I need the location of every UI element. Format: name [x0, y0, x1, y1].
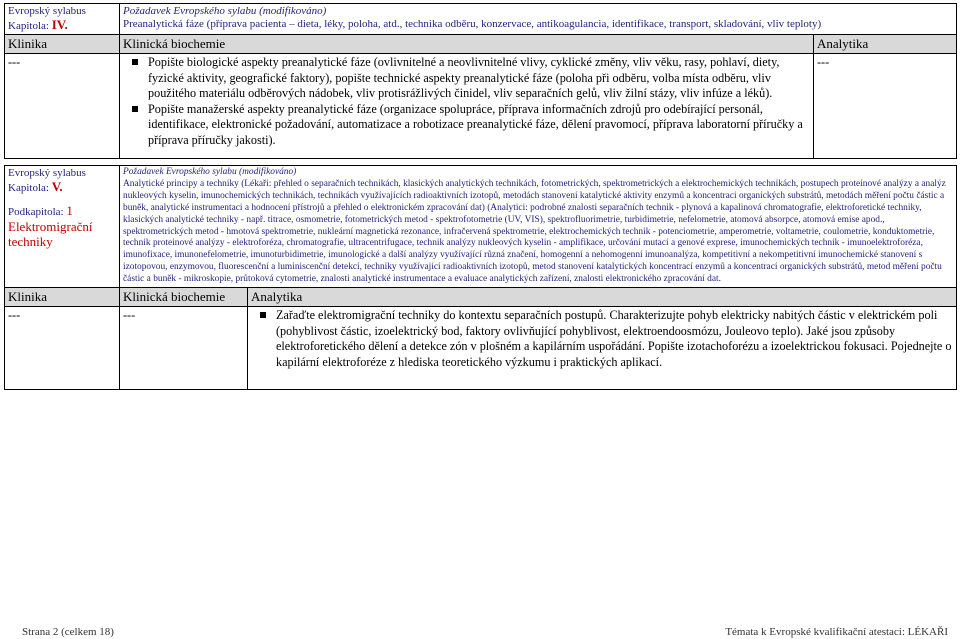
subchapter-number: 1 [66, 203, 73, 218]
subchapter-label: Podkapitola: [8, 206, 64, 218]
subchapter-title: Elektromigrační techniky [8, 219, 93, 249]
klinika-value: --- [5, 54, 120, 159]
syllabus-label: Evropský sylabus [8, 5, 86, 17]
col-klinika-header: Klinika [5, 35, 120, 54]
col-klinika-header: Klinika [5, 288, 120, 307]
syllabus-chapter-cell [5, 4, 120, 35]
biochemie-value: --- [120, 307, 248, 390]
biochemie-content [120, 54, 814, 159]
klinika-value: --- [5, 307, 120, 390]
syllabus-requirement-cell [120, 166, 957, 288]
syllabus-chapter-cell [5, 166, 120, 288]
list-item: Popište biologické aspekty preanalytické fáze (ovlivnitelné a neovlivnitelné vlivy, cyklické změny, vliv věku, rasy, pohlaví, diety, fyzické aktivity, geografické faktory), popište technické aspekty preanalytické fáze (poloha při odběru, volba místa odběru, vliv použitého materiálu odběrových nádobek, vliv protisrážlivých činidel, vliv separačních gelů, vliv žilní stázy, vliv infúze a léků). [148, 55, 810, 102]
chapter-label: Kapitola: [8, 182, 49, 194]
syllabus-requirement-cell [120, 4, 957, 35]
list-item: Popište manažerské aspekty preanalytické fáze (organizace spolupráce, příprava informačních zdrojů pro odebírající personál, identifikace, elektronické požadování, automatizace a robotizace preanalytické fáze, dělení pravomocí, příprava laboratorní příručky a příprava příručky jakosti). [148, 102, 810, 149]
content-row [5, 54, 957, 159]
syllabus-label: Evropský sylabus [8, 167, 86, 179]
requirement-label: Požadavek Evropského sylabu (modifikováno) [123, 167, 297, 177]
analytika-content [248, 307, 957, 390]
column-header-row [5, 288, 957, 307]
requirement-label: Požadavek Evropského sylabu (modifikováno) [123, 5, 327, 17]
syllabus-header-row [5, 166, 957, 288]
analytika-value: --- [814, 54, 957, 159]
content-row [5, 307, 957, 390]
column-header-row [5, 35, 957, 54]
requirement-text: Analytické principy a techniky (Lékaři: přehled o separačních technikách, klasických analytických technikách, fotometrických, spektrometrických a elektrochemických technikách, postupech proteinové analýzy a analýz nukleových kyselin, imunochemických technikách, technikách využívajících radioaktivních izotopů, metodách stanovení katalytické aktivity enzymů a koncentraci organických substrátů, metodách měření počtu částic a buněk, analytické instrumentaci a hodnocení přístrojů a přehled o elektronickém zpracování dat) (Analytici: podrobné znalosti separačních technik - plynová a kapalinová chromatografie, elektroforetické techniky, klasických analytické techniky - např. titrace, osmometrie, fotometrických metod - spektrofotometrie (UV, VIS), spektrofluorimetrie, turbidimetrie, nefelometrie, atomová absorpce, atomová emise apod., spektrometrických metod - hmotová spektrometrie, nukleární magnetická rezonance, infračervená spektrometrie, elektrochemických technik - potenciometrie, amperometrie, voltametrie, coulometrie, konduktometrie, technik proteinové analýzy - elektroforéza, chromatografie, ultracentrifugace, technik analýzy nukleových kyselin - amplifikace, určování mutací a genové exprese, imunochemických technik - imunoelektroforéza, imunofixace, imunonefelometrie, imunoturbidimetrie, imunologické a další analýzy využívající různá značení, homogenní a nehomogenní imunoanalýza, kompetitivní a nekompetitivní imunochemické stanovení s izotopovou, enzymovou, fluorescenční a luminiscenční detekcí, techniky využívající radioaktivních izotopů, metod stanovení katalytických koncentrací enzymů a koncentrací organických substrátů, metod měření počtu částic a buněk - mikroskopie, průtoková cytometrie, znalosti analytické instrumentace a evaluace analytických zařízení, znalosti elektronického zpracování dat. [123, 178, 946, 285]
chapter-number: V. [51, 179, 63, 194]
chapter-label: Kapitola: [8, 20, 49, 32]
col-biochemie-header: Klinická biochemie [120, 35, 814, 54]
chapter-number: IV. [51, 17, 68, 32]
list-item: Zařaďte elektromigrační techniky do kontextu separačních postupů. Charakterizujte pohyb elektricky nabitých částic v elektrickém poli (pohyblivost částic, izoelektrický bod, faktory ovlivňující pohyblivost, elektroendoosmózu, Jouleovo teplo). Jaké jsou způsoby elektroforetického dělení a detekce zón v plošném a kapilárním uspořádání. Popište izotachoforézu a izoelektrickou fokusaci. Pojednejte o kapilární elektroforéze z hlediska teoretického výzkumu i praktických aplikací. [276, 308, 952, 369]
section-chapter-v [4, 165, 957, 390]
col-biochemie-header: Klinická biochemie [120, 288, 248, 307]
col-analytika-header: Analytika [248, 288, 957, 307]
requirement-text: Preanalytická fáze (příprava pacienta – dieta, léky, poloha, atd., technika odběru, konzervace, antikoagulancia, identifikace, transport, skladování, vliv teploty) [123, 18, 822, 30]
section-chapter-iv [4, 3, 957, 159]
syllabus-header-row [5, 4, 957, 35]
footer-page-number: Strana 2 (celkem 18) [22, 626, 114, 638]
footer-title: Témata k Evropské kvalifikační atestaci: LÉKAŘI [725, 626, 948, 638]
col-analytika-header: Analytika [814, 35, 957, 54]
